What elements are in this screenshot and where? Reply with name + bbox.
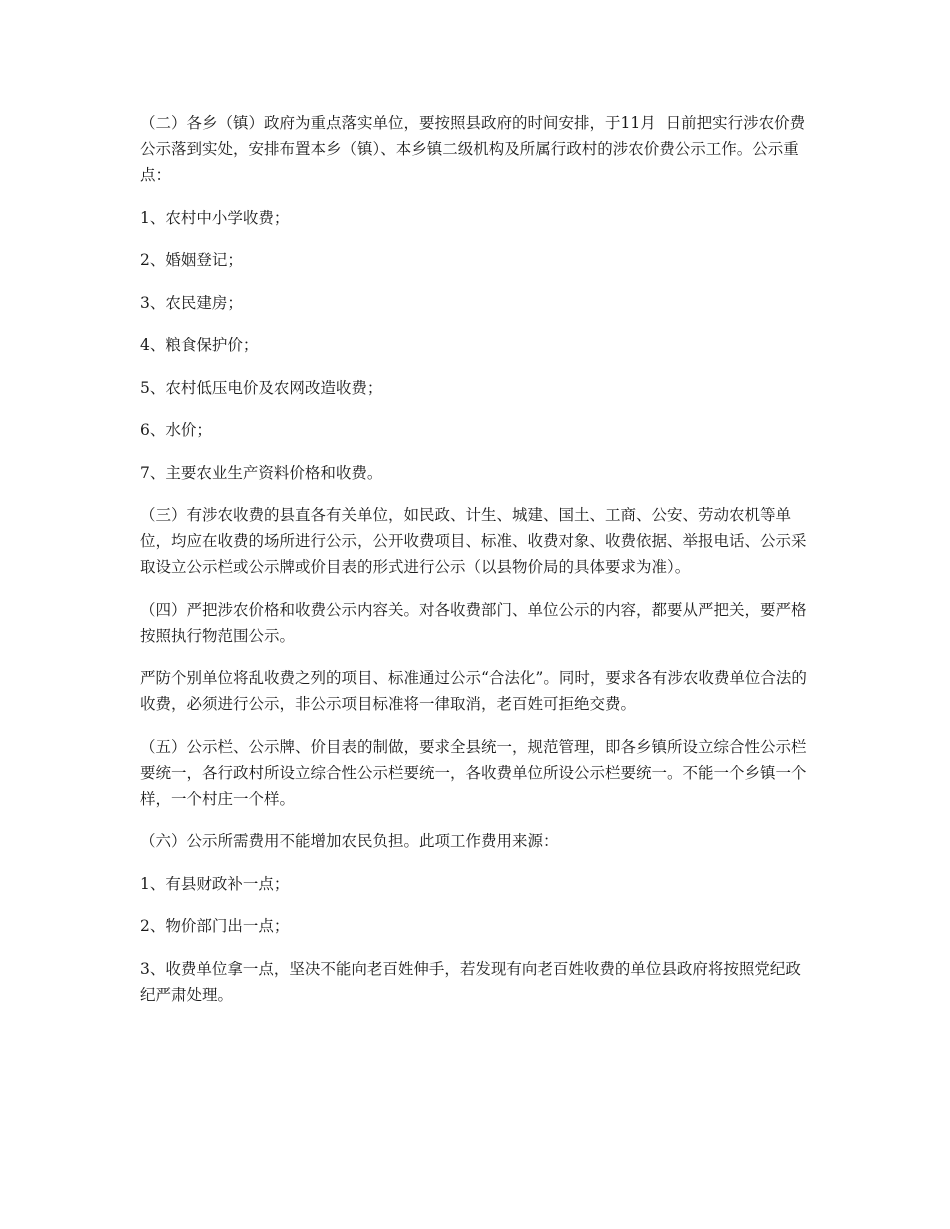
paragraph-section-2-intro: （二）各乡（镇）政府为重点落实单位，要按照县政府的时间安排，于11月 日前把实行涉农价费公示落到实处，安排布置本乡（镇）、本乡镇二级机构及所属行政村的涉农价费公示工作。公示重点：	[140, 114, 806, 184]
list-item-county-finance: 1、有县财政补一点；	[140, 874, 290, 893]
list-item-electricity-price: 5、农村低压电价及农网改造收费；	[140, 378, 383, 397]
list-item-marriage-registration: 2、婚姻登记；	[140, 251, 243, 269]
list-item-agricultural-materials: 7、主要农业生产资料价格和收费。	[140, 463, 383, 482]
list-item-fee-units: 3、收费单位拿一点，坚决不能向老百姓伸手，若发现有向老百姓收费的单位县政府将按照党纪政纪严肃处理。	[140, 959, 801, 1004]
list-item-farmer-housing: 3、农民建房；	[140, 293, 243, 312]
list-item-price-department: 2、物价部门出一点；	[140, 917, 290, 935]
list-item-water-price: 6、水价；	[140, 421, 212, 439]
paragraph-section-4: （四）严把涉农价格和收费公示内容关。对各收费部门、单位公示的内容，都要从严把关，要严格按照执行物范围公示。	[140, 600, 807, 645]
list-item-school-fees: 1、农村中小学收费；	[140, 208, 290, 227]
paragraph-section-3: （三）有涉农收费的县直各有关单位，如民政、计生、城建、国土、工商、公安、劳动农机等单位，均应在收费的场所进行公示，公开收费项目、标准、收费对象、收费依据、举报电话、公示采取设立公示栏或公示牌或价目表的形式进行公示（以县物价局的具体要求为准）。	[140, 506, 807, 576]
paragraph-section-5: （五）公示栏、公示牌、价目表的制做，要求全县统一，规范管理，即各乡镇所设立综合性公示栏要统一，各行政村所设立综合性公示栏要统一，各收费单位所设公示栏要统一。不能一个乡镇一个样，一个村庄一个样。	[140, 737, 807, 808]
document-body	[140, 110, 812, 1024]
paragraph-section-6: （六）公示所需费用不能增加农民负担。此项工作费用来源：	[140, 832, 559, 850]
paragraph-prevent-legalization: 严防个别单位将乱收费之列的项目、标准通过公示“合法化”。同时，要求各有涉农收费单位合法的收费，必须进行公示，非公示项目标准将一律取消，老百姓可拒绝交费。	[140, 669, 807, 713]
list-item-grain-price: 4、粮食保护价；	[140, 336, 259, 354]
